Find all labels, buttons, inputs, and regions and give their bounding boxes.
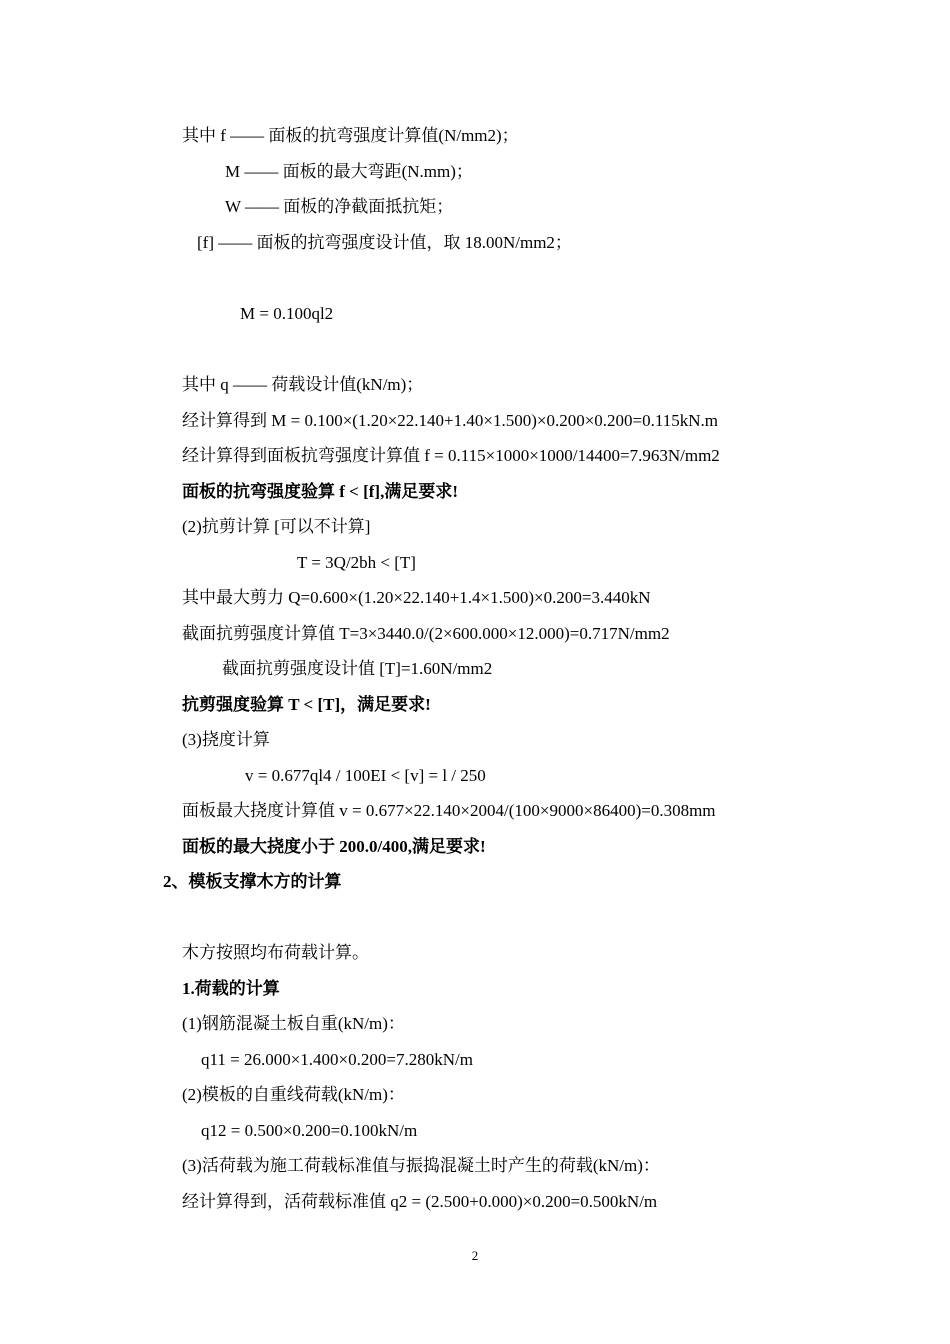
- check-result: 面板的抗弯强度验算 f < [f],满足要求!: [182, 482, 458, 501]
- formula: v = 0.677ql4 / 100EI < [v] = l / 250: [245, 766, 486, 785]
- text-line: (2)模板的自重线荷载(kN/m)：: [182, 1085, 405, 1104]
- text-line: 木方按照均布荷载计算。: [182, 943, 369, 962]
- formula: T = 3Q/2bh < [T]: [297, 553, 416, 572]
- text-line: 其中最大剪力 Q=0.600×(1.20×22.140+1.4×1.500)×0.200=3.440kN: [182, 588, 651, 607]
- check-result: 面板的最大挠度小于 200.0/400,满足要求!: [182, 837, 486, 856]
- text-line: 其中 f —— 面板的抗弯强度计算值(N/mm2)；: [182, 126, 519, 145]
- page-number: 2: [471, 1248, 479, 1263]
- text-line: 经计算得到，活荷载标准值 q2 = (2.500+0.000)×0.200=0.500kN/m: [182, 1192, 658, 1211]
- text-line: [f] —— 面板的抗弯强度设计值，取 18.00N/mm2；: [197, 233, 572, 252]
- text-line: 截面抗剪强度计算值 T=3×3440.0/(2×600.000×12.000)=0.717N/mm2: [182, 624, 670, 643]
- text-line: 经计算得到 M = 0.100×(1.20×22.140+1.40×1.500)×0.200×0.200=0.115kN.m: [182, 411, 719, 430]
- check-result: 抗剪强度验算 T < [T]，满足要求!: [182, 695, 431, 714]
- formula: q12 = 0.500×0.200=0.100kN/m: [201, 1121, 418, 1140]
- text-line: 经计算得到面板抗弯强度计算值 f = 0.115×1000×1000/14400=7.963N/mm2: [182, 446, 720, 465]
- formula: M = 0.100ql2: [240, 304, 334, 323]
- text-line: 面板最大挠度计算值 v = 0.677×22.140×2004/(100×9000×86400)=0.308mm: [182, 801, 716, 820]
- text-line: 其中 q —— 荷载设计值(kN/m)；: [182, 375, 424, 394]
- text-line: M —— 面板的最大弯距(N.mm)；: [225, 162, 473, 181]
- text-line: (1)钢筋混凝土板自重(kN/m)：: [182, 1014, 405, 1033]
- subsection-heading: 1.荷载的计算: [182, 979, 280, 998]
- section-heading: 2、模板支撑木方的计算: [163, 872, 342, 891]
- text-line: 截面抗剪强度设计值 [T]=1.60N/mm2: [222, 659, 493, 678]
- formula: q11 = 26.000×1.400×0.200=7.280kN/m: [201, 1050, 473, 1069]
- text-line: (3)活荷载为施工荷载标准值与振捣混凝土时产生的荷载(kN/m)：: [182, 1156, 660, 1175]
- text-line: (2)抗剪计算 [可以不计算]: [182, 517, 371, 536]
- text-line: W —— 面板的净截面抵抗矩；: [225, 197, 454, 216]
- text-line: (3)挠度计算: [182, 730, 270, 749]
